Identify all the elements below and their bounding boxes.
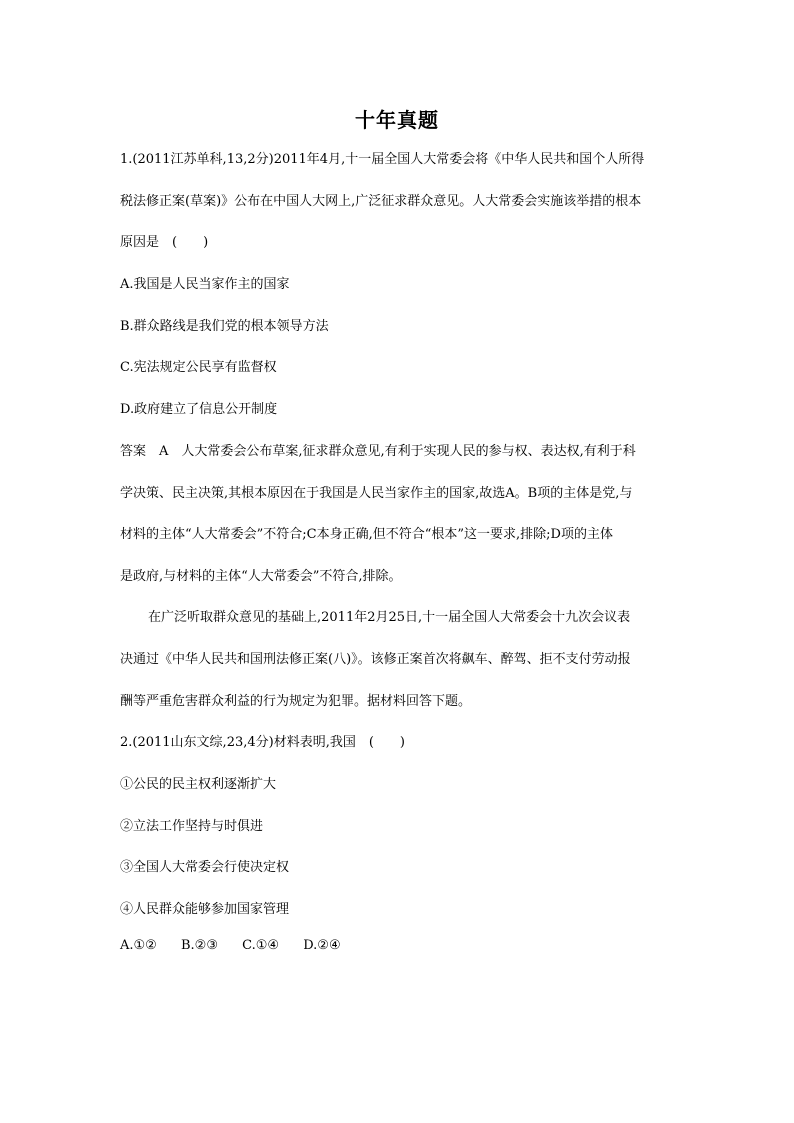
q2-statement-2: ②立法工作坚持与时俱进 [120, 819, 264, 834]
q1-option-b: B.群众路线是我们党的根本领导方法 [120, 319, 329, 334]
q2-choices [120, 936, 680, 956]
q2-choice-d: D.②④ [303, 938, 341, 953]
q1-stem-line-1: 1.(2011江苏单科,13,2分)2011年4月,十一届全国人大常委会将《中华人民共和国个人所得 [120, 152, 645, 167]
passage-line-2: 决通过《中华人民共和国刑法修正案(八)》。该修正案首次将飙车、醉驾、拒不支付劳动报 [120, 652, 631, 667]
q1-answer-line-3: 材料的主体“人大常委会”不符合;C本身正确,但不符合“根本”这一要求,排除;D项的主体 [120, 527, 613, 542]
q2-statement-1: ①公民的民主权利逐渐扩大 [120, 777, 277, 792]
q2-choice-c: C.①④ [242, 938, 280, 953]
q1-answer-line-4: 是政府,与材料的主体“人大常委会”不符合,排除。 [120, 569, 402, 584]
q1-answer-line-1: 答案 A 人大常委会公布草案,征求群众意见,有利于实现人民的参与权、表达权,有利于科 [120, 444, 636, 459]
q1-stem-line-2: 税法修正案(草案)》公布在中国人大网上,广泛征求群众意见。人大常委会实施该举措的根本 [120, 194, 642, 209]
q2-choice-b: B.②③ [180, 938, 218, 953]
passage-line-3: 酬等严重危害群众利益的行为规定为犯罪。据材料回答下题。 [120, 694, 472, 709]
page-title: 十年真题 [355, 108, 439, 132]
passage-line-1: 在广泛听取群众意见的基础上,2011年2月25日,十一届全国人大常委会十九次会议表 [148, 610, 631, 625]
q2-statement-3: ③全国人大常委会行使决定权 [120, 860, 290, 875]
q2-choice-a: A.①② [120, 938, 157, 953]
q1-option-a: A.我国是人民当家作主的国家 [120, 277, 290, 292]
q2-statement-4: ④人民群众能够参加国家管理 [120, 902, 290, 917]
q1-answer-line-2: 学决策、民主决策,其根本原因在于我国是人民当家作主的国家,故选A。B项的主体是党,与 [120, 486, 633, 501]
q1-option-d: D.政府建立了信息公开制度 [120, 402, 278, 417]
q1-option-c: C.宪法规定公民享有监督权 [120, 360, 277, 375]
q1-stem-line-3: 原因是 ( ) [120, 235, 209, 250]
q2-stem: 2.(2011山东文综,23,4分)材料表明,我国 ( ) [120, 735, 405, 750]
